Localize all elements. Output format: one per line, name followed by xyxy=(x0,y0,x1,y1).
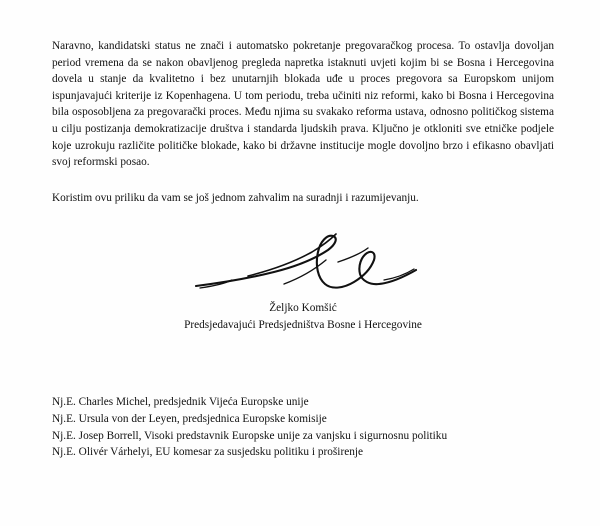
signer-name: Željko Komšić xyxy=(269,302,337,315)
paragraph-main: Naravno, kandidatski status ne znači i automatsko pokretanje pregovaračkog procesa. To ostavlja dovoljan period vremena da se nakon obavljenog pregleda napretka istaknuti uvjeti kojim bi se Bosna i Hercegovina dovela u stanje da kvalitetno i bez unutarnjih blokada uđe u proces pregovora sa Europskom unijom ispunjavajući kriterije iz Kopenhagena. U tom periodu, treba učiniti niz reformi, kako bi Bosna i Hercegovina bila osposobljena za pregovarački proces. Među njima su svakako reforma ustava, odnosno političkog sistema u cilju postizanja demokratizacije društva i standarda ljudskih prava. Ključno je otkloniti sve etničke podjele koje uzrokuju različite političke blokade, kako bi državne institucije mogle dovoljno brzo i efikasno obavljati svoj reformski posao. xyxy=(52,40,554,169)
signature-block xyxy=(52,228,554,348)
signer-title: Predsjedavajući Predsjedništva Bosne i Hercegovine xyxy=(184,318,422,331)
recipient-item: Nj.E. Olivér Várhelyi, EU komesar za susjedsku politiku i proširenje xyxy=(52,446,364,459)
recipients-list xyxy=(52,394,554,460)
paragraph-closing: Koristim ovu priliku da vam se još jednom zahvalim na suradnji i razumijevanju. xyxy=(52,191,419,204)
recipient-item: Nj.E. Josep Borrell, Visoki predstavnik Europske unije za vanjsku i sigurnosnu politiku xyxy=(52,429,448,442)
handwritten-signature-icon xyxy=(52,228,554,300)
recipient-item: Nj.E. Ursula von der Leyen, predsjednica Europske komisije xyxy=(52,412,327,425)
recipient-item: Nj.E. Charles Michel, predsjednik Vijeća Europske unije xyxy=(52,396,309,409)
